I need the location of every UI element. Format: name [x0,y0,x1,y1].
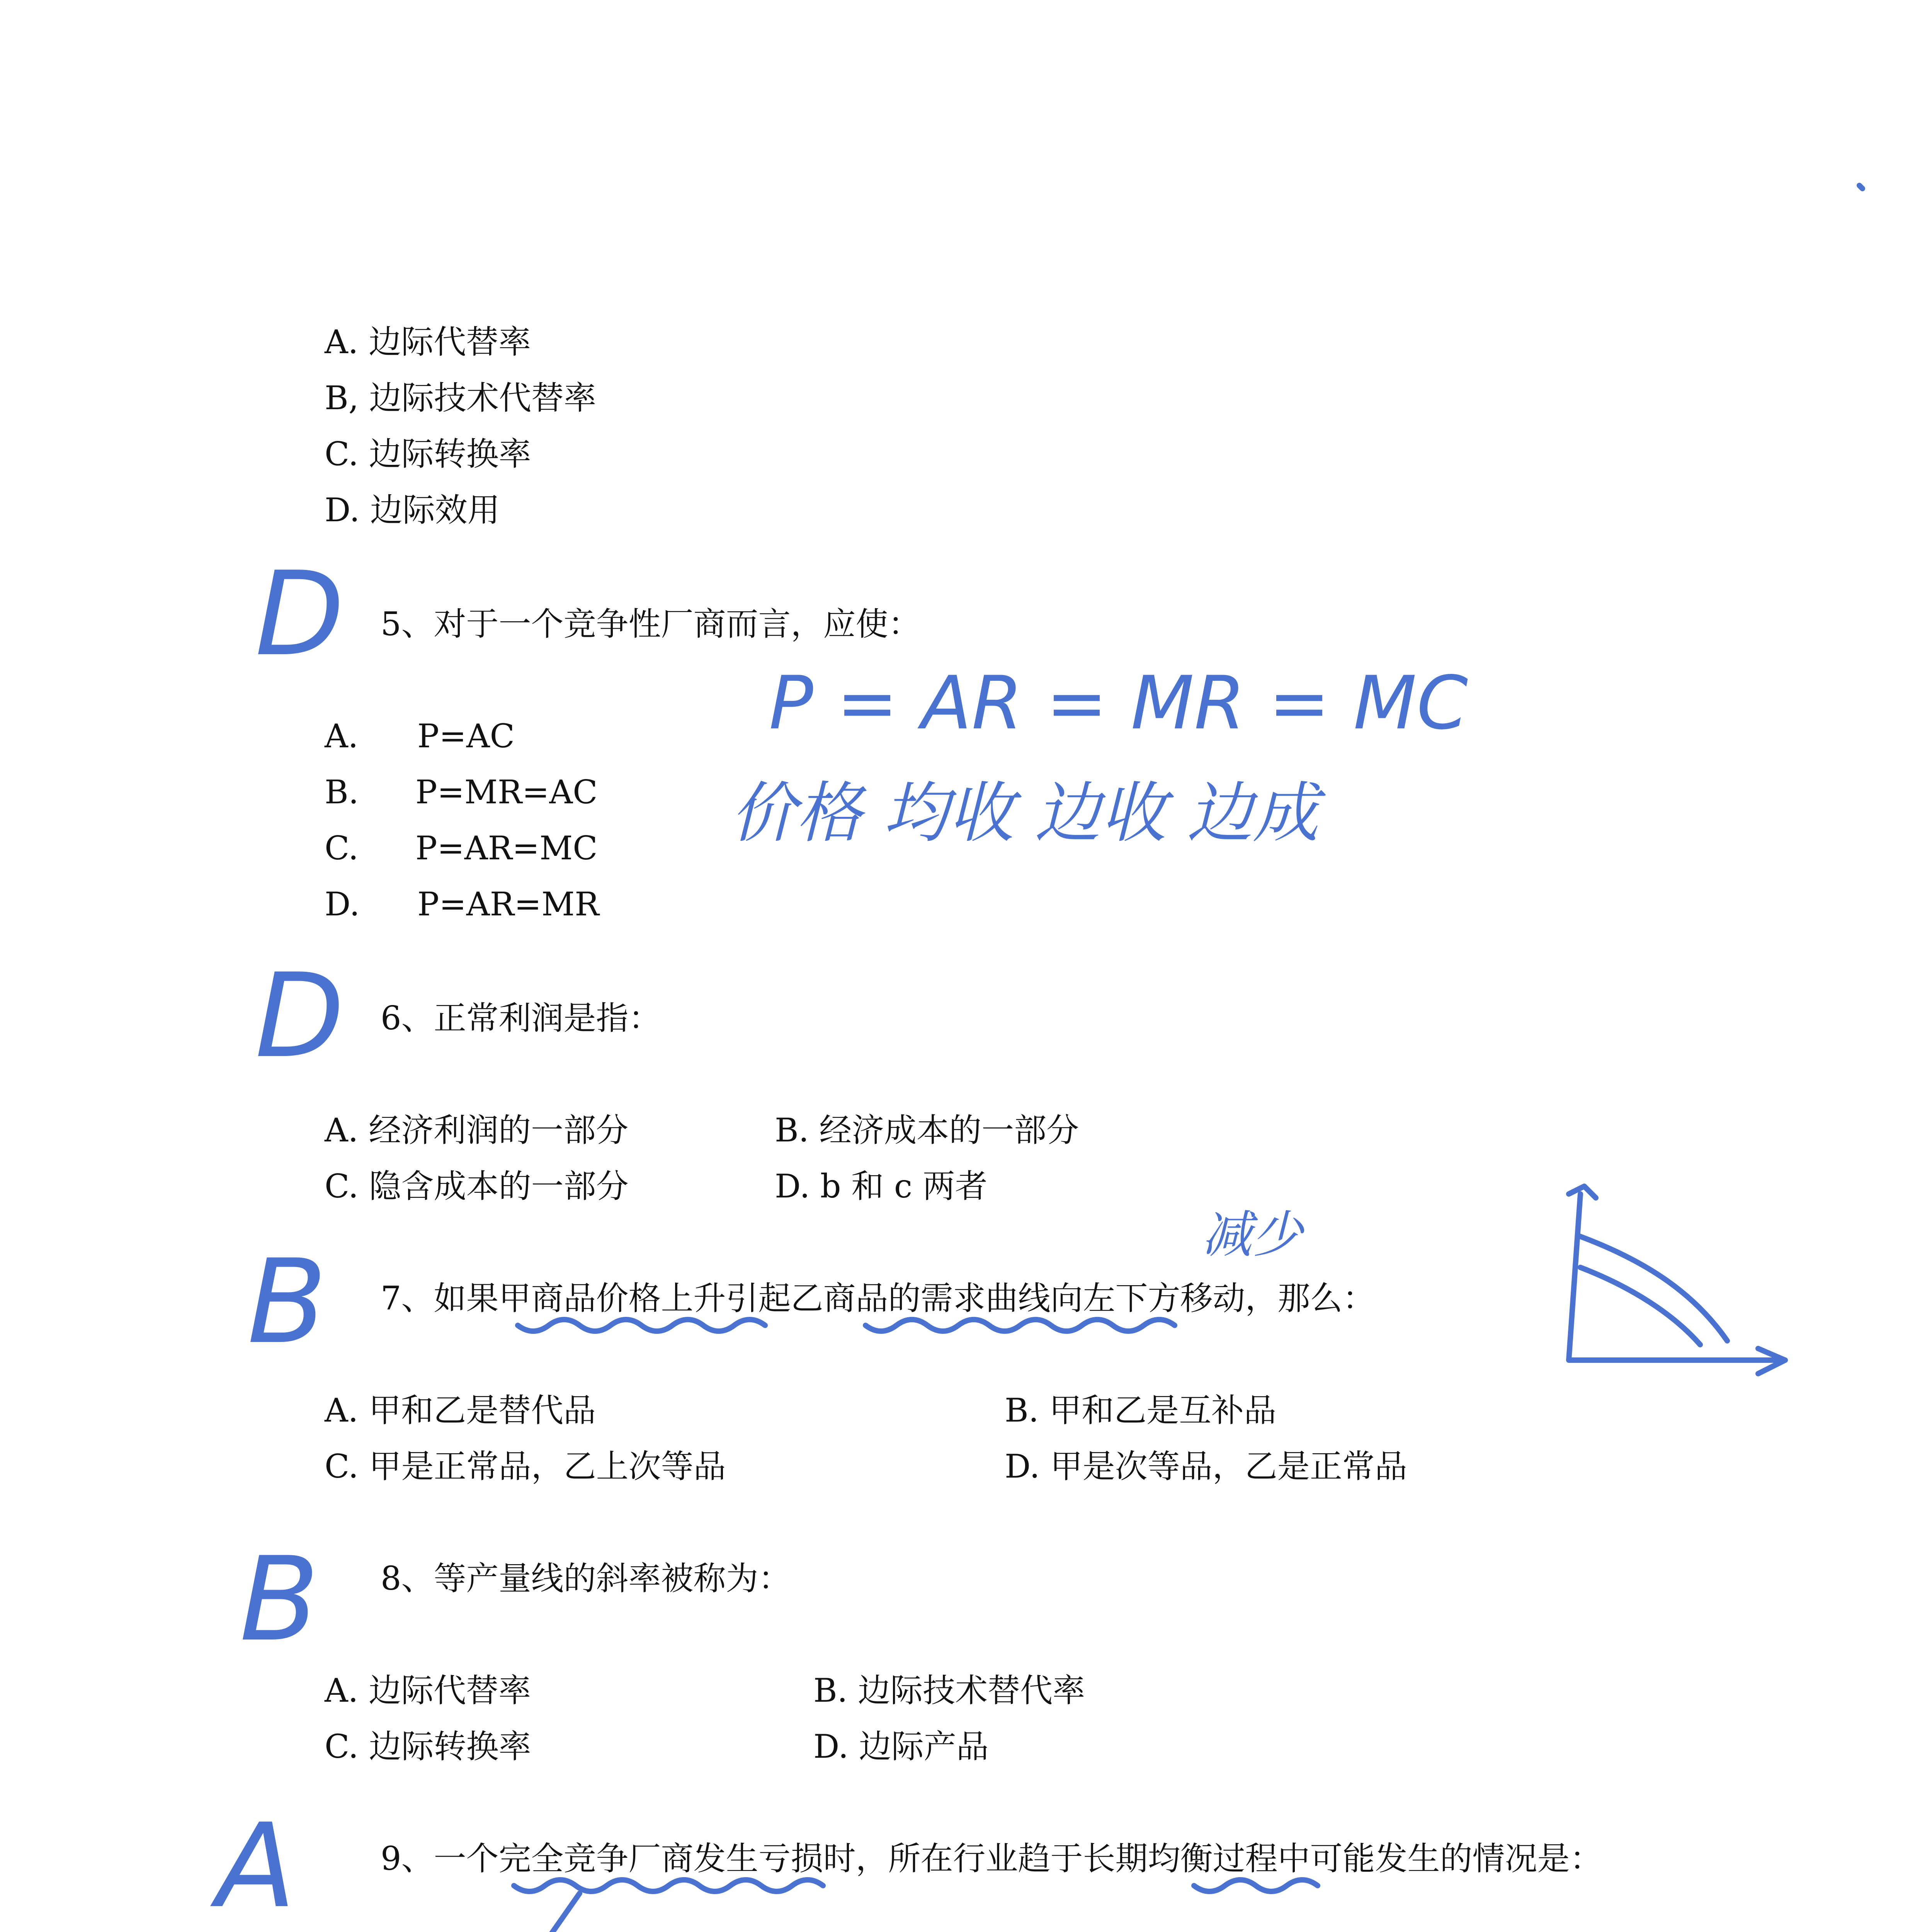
q8-option-a: A. 边际代替率 [325,1672,531,1709]
q5-option-b-label: B. [325,773,359,811]
q6-option-c: C. 隐含成本的一部分 [325,1167,629,1205]
prev-option-b: B, 边际技术代替率 [325,379,597,417]
q6-option-a: A. 经济利润的一部分 [325,1111,629,1149]
prev-option-d: D. 边际效用 [325,491,500,529]
sketch-y-arrow [1569,1186,1596,1198]
q7-underline-1-squiggle [518,1320,765,1331]
q6-option-b: B. 经济成本的一部分 [775,1111,1079,1149]
q5-option-c-value: P=AR=MC [415,829,598,867]
q7-underline-2-squiggle [866,1320,1175,1331]
q6-option-d: D. b 和 c 两者 [775,1167,988,1205]
sketch-axes [1569,1194,1785,1360]
q5-option-a-label: A. [325,717,359,755]
handwritten-answer-q9: A [216,1799,296,1932]
handwritten-answer-q7: B [247,1235,327,1369]
q5-option-d-value: P=AR=MR [417,885,599,923]
q7-option-c: C. 甲是正常品，乙上次等品 [325,1447,726,1485]
q8-option-d: D. 边际产品 [813,1728,989,1765]
q5-option-c-label: C. [325,829,359,867]
ink-dot [1859,185,1862,189]
sketch-x-arrow [1758,1349,1785,1374]
handwritten-answer-q6: D [255,949,345,1083]
q9-underline-2-squiggle [1194,1880,1318,1891]
demand-shift-sketch [1569,1186,1785,1374]
prev-option-a: A. 边际代替率 [325,323,531,361]
q7-stem: 7、如果甲商品价格上升引起乙商品的需求曲线向左下方移动，那么： [381,1279,1375,1317]
q9-underline-1-squiggle [514,1880,823,1891]
q5-option-b-value: P=MR=AC [415,773,598,811]
q8-option-c: C. 边际转换率 [325,1728,531,1765]
q5-option-a-value: P=AC [417,717,515,755]
handwritten-answer-q5: D [255,547,345,682]
handwritten-formula-note: 价格 均收 边收 边成 [730,775,1319,852]
q7-option-b: B. 甲和乙是互补品 [1005,1391,1277,1429]
handwritten-note-q7: 减少 [1202,1205,1303,1264]
q9-checkmark-1 [502,1893,580,1932]
q6-stem: 6、正常利润是指： [381,999,661,1037]
sketch-curve-shifted [1580,1267,1700,1345]
handwritten-formula: P = AR = MR = MC [769,660,1468,746]
q5-option-d-label: D. [325,885,360,923]
q7-option-a: A. 甲和乙是替代品 [325,1391,596,1429]
prev-option-c: C. 边际转换率 [325,435,531,473]
q8-option-b: B. 边际技术替代率 [813,1672,1085,1709]
handwritten-answer-q8: B [240,1532,319,1667]
sketch-curve-original [1580,1236,1727,1341]
q5-stem: 5、对于一个竞争性厂商而言，应使： [381,605,921,643]
q7-option-d: D. 甲是次等品，乙是正常品 [1005,1447,1407,1485]
q8-stem: 8、等产量线的斜率被称为： [381,1560,791,1597]
q9-stem: 9、一个完全竞争厂商发生亏损时，所在行业趋于长期均衡过程中可能发生的情况是： [381,1840,1602,1878]
